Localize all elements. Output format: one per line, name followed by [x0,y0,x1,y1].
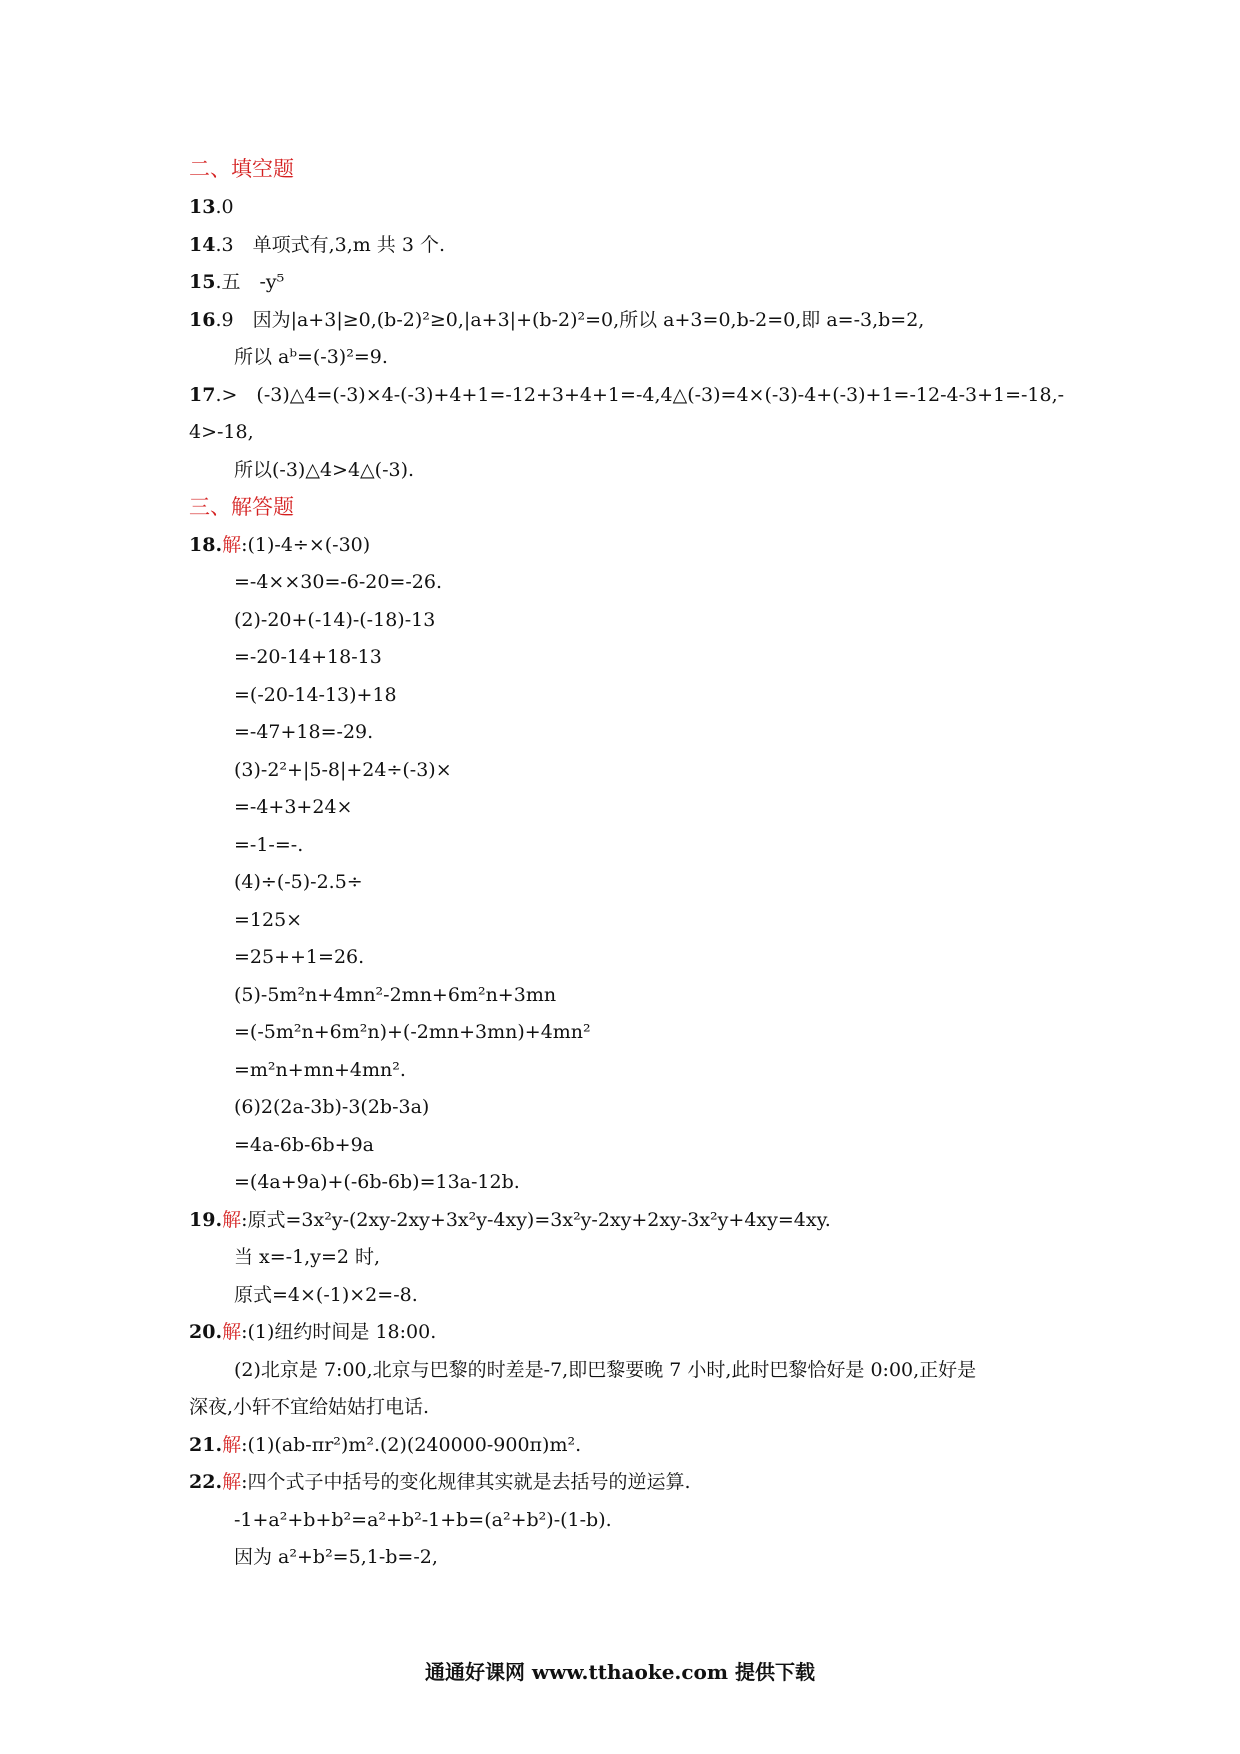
answer-20: 20.解:(1)纽约时间是 18:00. [189,1321,437,1343]
question-number: 19 [189,1209,216,1231]
answer-22-cont2: 因为 a²+b²=5,1-b=-2, [234,1546,438,1568]
answer-18-line: =m²n+mn+4mn². [234,1059,406,1081]
answer-18-line: (6)2(2a-3b)-3(2b-3a) [234,1096,430,1118]
solution-marker: 解 [222,1471,242,1493]
solution-marker: 解 [222,1209,242,1231]
solution-marker: 解 [222,1321,242,1343]
answer-22-cont: -1+a²+b+b²=a²+b²-1+b=(a²+b²)-(1-b). [234,1509,612,1531]
answer-19: 19.解:原式=3x²y-(2xy-2xy+3x²y-4xy)=3x²y-2xy+2xy-3x²y+4xy=4xy. [189,1209,831,1231]
question-number: 14 [189,234,216,256]
answer-text: :原式=3x²y-(2xy-2xy+3x²y-4xy)=3x²y-2xy+2xy-3x²y+4xy=4xy. [241,1209,831,1231]
answer-22: 22.解:四个式子中括号的变化规律其实就是去括号的逆运算. [189,1471,691,1493]
answer-18-line: =125× [234,909,303,931]
question-number: 21 [189,1434,216,1456]
answer-17-cont: 4>-18, [189,421,254,443]
question-number: 18 [189,534,216,556]
question-number: 15 [189,271,216,293]
answer-18-line: =-20-14+18-13 [234,646,382,668]
answer-18-line: =-1-=-. [234,834,304,856]
solution-marker: 解 [222,1434,242,1456]
answer-18-line: =-47+18=-29. [234,721,374,743]
footer-text: 通通好课网 www.tthaoke.com 提供下载 [424,1660,816,1684]
answer-19-cont2: 原式=4×(-1)×2=-8. [234,1284,418,1306]
answer-18-line: =(-20-14-13)+18 [234,684,397,706]
answer-18-line: (5)-5m²n+4mn²-2mn+6m²n+3mn [234,984,557,1006]
answer-16-cont: 所以 aᵇ=(-3)²=9. [234,346,388,368]
answer-text: :四个式子中括号的变化规律其实就是去括号的逆运算. [241,1471,691,1493]
answer-text: .3 单项式有,3,m 共 3 个. [215,234,446,256]
answer-18-line: =(4a+9a)+(-6b-6b)=13a-12b. [234,1171,520,1193]
answer-18-line: =(-5m²n+6m²n)+(-2mn+3mn)+4mn² [234,1021,591,1043]
answer-21: 21.解:(1)(ab-πr²)m².(2)(240000-900π)m². [189,1434,582,1456]
answer-18-line: =4a-6b-6b+9a [234,1134,375,1156]
answer-16 [189,308,924,332]
answer-18-line: =25++1=26. [234,946,365,968]
answer-text: .> (-3)△4=(-3)×4-(-3)+4+1=-12+3+4+1=-4,4△(-3)=4×(-3)-4+(-3)+1=-12-4-3+1=-18,- [215,384,1065,406]
answer-17-cont2: 所以(-3)△4>4△(-3). [234,459,415,481]
answer-18: 18.解:(1)-4÷×(-30) [189,534,371,556]
answer-text: :(1)-4÷×(-30) [241,534,371,556]
answer-text: .9 因为|a+3|≥0,(b-2)²≥0,|a+3|+(b-2)²=0,所以 a+3=0,b-2=0,即 a=-3,b=2, [215,309,925,331]
answer-18-line: =-4+3+24× [234,796,353,818]
answer-19-cont: 当 x=-1,y=2 时, [234,1246,381,1268]
answer-17 [189,383,1064,407]
question-number: 16 [189,309,216,331]
question-number: 22 [189,1471,216,1493]
section-heading-fill-blank: 二、填空题 [189,157,294,181]
answer-18-line: (2)-20+(-14)-(-18)-13 [234,609,436,631]
answer-18-line: (4)÷(-5)-2.5÷ [234,871,363,893]
question-number: 13 [189,196,216,218]
answer-13 [189,195,234,219]
question-number: 17 [189,384,216,406]
answer-18-line: =-4××30=-6-20=-26. [234,571,443,593]
answer-text: :(1)(ab-πr²)m².(2)(240000-900π)m². [241,1434,582,1456]
answer-18-line: (3)-2²+|5-8|+24÷(-3)× [234,759,452,781]
answer-20-cont2: 深夜,小轩不宜给姑姑打电话. [189,1396,430,1418]
answer-text: .五 -y⁵ [215,271,285,293]
solution-marker: 解 [222,534,242,556]
answer-text: .0 [215,196,234,218]
answer-15 [189,270,284,294]
answer-14 [189,233,445,257]
section-heading-solve: 三、解答题 [189,495,294,519]
question-number: 20 [189,1321,216,1343]
answer-text: :(1)纽约时间是 18:00. [241,1321,437,1343]
answer-20-cont: (2)北京是 7:00,北京与巴黎的时差是-7,即巴黎要晚 7 小时,此时巴黎恰好是 0:00,正好是 [234,1359,977,1381]
